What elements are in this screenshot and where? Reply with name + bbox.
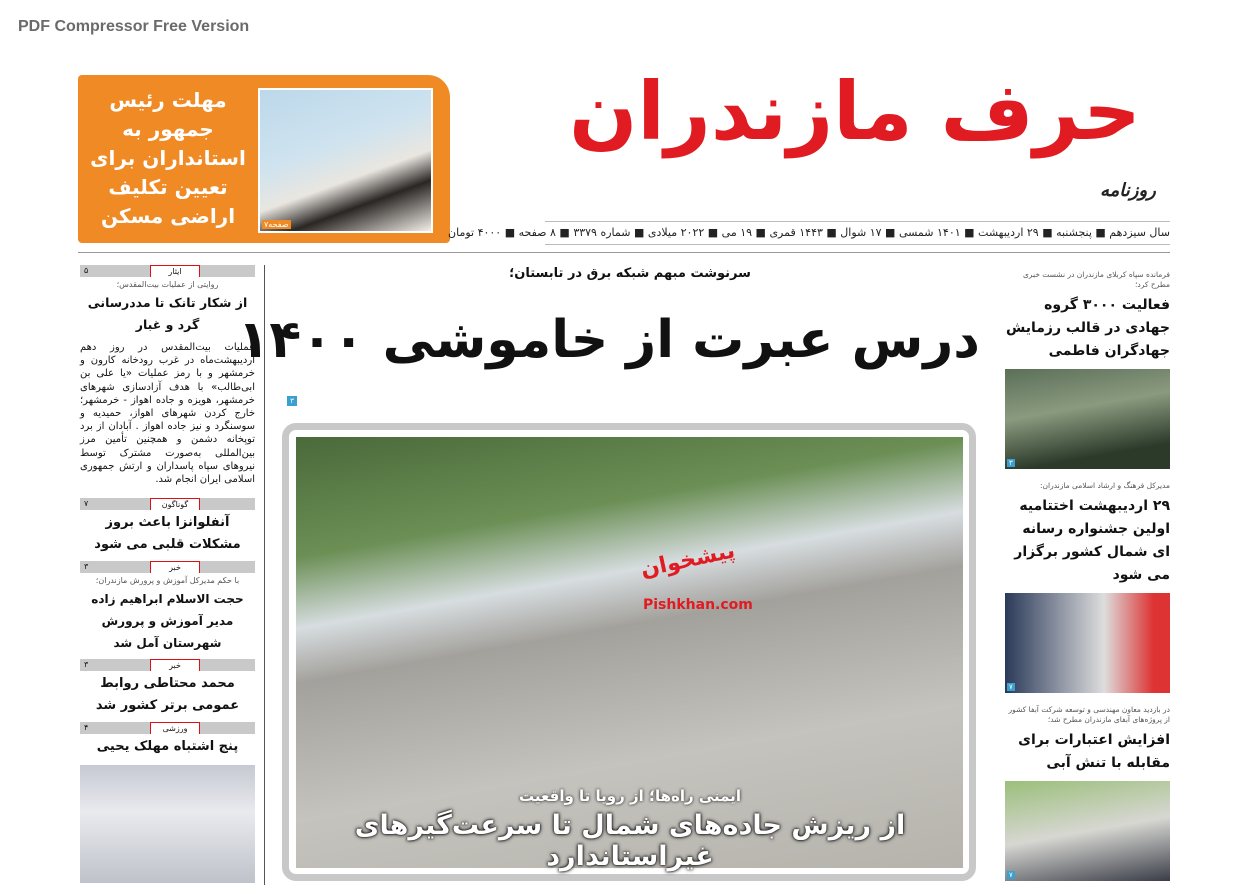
story-photo xyxy=(1005,369,1170,469)
divider xyxy=(78,252,1170,253)
photo-kicker: ایمنی راه‌ها؛ از رویا تا واقعیت xyxy=(519,787,741,805)
promo-page-ref: صفحه۷ xyxy=(264,220,289,229)
right-story[interactable] xyxy=(1005,705,1170,881)
headline[interactable]: ۲۹ اردیبهشت اختتامیه اولین جشنواره رسانه ای شمال کشور برگزار می شود xyxy=(1014,498,1170,583)
pishkhan-logo: پیشخوان xyxy=(638,538,738,583)
promo-photo xyxy=(258,88,433,233)
kicker: با حکم مدیرکل آموزش و پرورش مازندران؛ xyxy=(95,576,240,586)
main-page-ref: ۳ xyxy=(287,396,297,406)
left-story[interactable] xyxy=(80,265,255,486)
section-label: خبر xyxy=(150,659,200,671)
story-photo xyxy=(1005,781,1170,881)
headline[interactable]: از شکار تانک تا مددرسانی گرد و غبار xyxy=(87,295,248,332)
section-bar xyxy=(80,659,255,671)
section-label: ورزشی xyxy=(150,722,200,734)
page-ref: ۳ xyxy=(84,562,89,572)
page-ref: ۷ xyxy=(1009,683,1013,691)
masthead-subtitle: روزنامه xyxy=(1100,180,1156,201)
photo-headline[interactable]: از ریزش جاده‌های شمال تا سرعت‌گیرهای غیراستاندارد xyxy=(354,810,906,872)
left-column xyxy=(80,265,255,763)
right-story[interactable] xyxy=(1005,270,1170,469)
page-ref: ۷ xyxy=(84,499,89,509)
headline[interactable]: پنج اشتباه مهلک یحیی xyxy=(96,739,239,755)
headline[interactable]: محمد محتاطی روابط عمومی برتر کشور شد xyxy=(95,676,240,714)
article-body: عملیات بیت‌المقدس در روز دهم اردیبهشت‌ماه در غرب رودخانه کارون و خرمشهر و با رمز عملیات «یا علی بن ابی‌طالب» با هدف آزادسازی شهرهای خرمشهر، هویزه و جاده اهواز - خرمشهر؛ خارج کردن شهرهای اهواز، حمیدیه و سوسنگرد و نیز جاده اهواز . آبادان از برد توپخانه دشمن و همچنین تأمین مرز بین‌المللی به‌صورت مشترک توسط نیروهای سپاه پاسداران و ارتش جمهوری اسلامی ایران انجام شد. xyxy=(80,342,255,486)
headline[interactable]: آنفلوانزا باعث بروز مشکلات قلبی می شود xyxy=(94,515,241,553)
page-ref: ۳ xyxy=(1009,459,1013,467)
page-ref: ۴ xyxy=(84,723,89,733)
dateline: سال سیزدهم ■ پنجشنبه ■ ۲۹ اردیبهشت ■ ۱۴۰۱ شمسی ■ ۱۷ شوال ■ ۱۴۴۳ قمری ■ ۱۹ می ■ ۲۰۲۲ میلادی ■ شماره ۳۳۷۹ ■ ۸ صفحه ■ ۴۰۰۰ تومان xyxy=(545,221,1170,245)
kicker: فرمانده سپاه کربلای مازندران در نشست خبری مطرح کرد؛ xyxy=(1022,270,1170,289)
section-bar xyxy=(80,498,255,510)
watermark-text: PDF Compressor Free Version xyxy=(18,18,250,35)
kicker: مدیرکل فرهنگ و ارشاد اسلامی مازندران: xyxy=(1039,481,1170,490)
section-bar xyxy=(80,722,255,734)
left-story[interactable] xyxy=(80,498,255,556)
section-bar xyxy=(80,561,255,573)
page-ref: ۳ xyxy=(84,660,89,670)
section-label: گوناگون xyxy=(150,498,200,510)
kicker: روایتی از عملیات بیت‌المقدس؛ xyxy=(116,280,219,289)
right-story[interactable] xyxy=(1005,481,1170,693)
section-label: خبر xyxy=(150,561,200,573)
left-story[interactable] xyxy=(80,561,255,654)
kicker: در بازدید معاون مهندسی و توسعه شرکت آبفا کشور از پروژه‌های آبفای مازندران مطرح شد؛ xyxy=(1008,705,1170,724)
left-story[interactable] xyxy=(80,722,255,758)
main-kicker: سرنوشت مبهم شبکه برق در تابستان؛ xyxy=(509,266,751,281)
right-column xyxy=(1005,270,1170,893)
sport-photo xyxy=(80,765,255,883)
section-bar xyxy=(80,265,255,277)
masthead-logo: حرف مازندران xyxy=(569,65,1141,158)
story-photo xyxy=(1005,593,1170,693)
headline[interactable]: افزایش اعتبارات برای مقابله با تنش آبی xyxy=(1018,732,1170,771)
section-label: ایثار xyxy=(150,265,200,277)
page-ref: ۵ xyxy=(84,266,89,275)
pishkhan-url: Pishkhan.com xyxy=(643,597,753,613)
headline[interactable]: فعالیت ۳۰۰۰ گروه جهادی در قالب رزمایش جهادگران فاطمی xyxy=(1005,297,1170,359)
left-story[interactable] xyxy=(80,659,255,717)
headline[interactable]: حجت الاسلام ابراهیم زاده مدیر آموزش و پرورش شهرستان آمل شد xyxy=(91,592,244,651)
page-ref: ۷ xyxy=(1009,871,1013,879)
main-headline[interactable]: درس عبرت از خاموشی ۱۴۰۰ xyxy=(237,310,980,370)
promo-headline[interactable]: مهلت رئیس جمهور به استانداران برای تعیین تکلیف اراضی مسکن xyxy=(90,88,246,228)
